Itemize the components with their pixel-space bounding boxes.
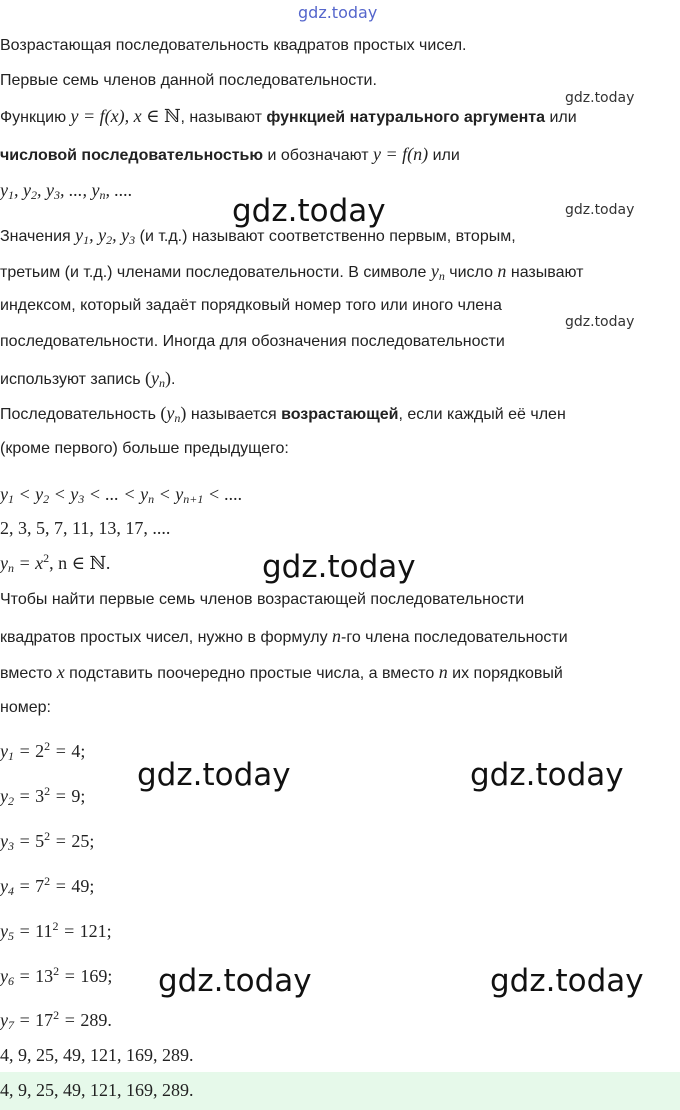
- term-formula: $y_1 = 2^2 = 4$;: [0, 739, 86, 763]
- watermark: gdz.today: [565, 90, 635, 106]
- sequence-notation: $y_1$, $y_2$, $y_3$, ..., $y_n$, ....: [0, 180, 133, 202]
- watermark-top: gdz.today: [298, 3, 378, 22]
- watermark: gdz.today: [470, 757, 624, 793]
- term-formula: $y_3 = 5^2 = 25$;: [0, 829, 95, 853]
- terms-line-4: последовательности. Иногда для обозначения последовательности: [0, 333, 505, 350]
- method-line-4: номер:: [0, 699, 51, 716]
- nth-term-formula: $y_n = x^2$, n ∈ ℕ.: [0, 551, 111, 575]
- term-formula: $y_6 = 13^2 = 169$;: [0, 964, 113, 988]
- watermark: gdz.today: [232, 193, 386, 229]
- term-formula: $y_7 = 17^2 = 289$.: [0, 1008, 112, 1032]
- term-formula: $y_4 = 7^2 = 49$;: [0, 874, 95, 898]
- watermark: gdz.today: [158, 963, 312, 999]
- terms-line-1: Значения $y_1$, $y_2$, $y_3$ (и т.д.) называют соответственно первым, вторым,: [0, 225, 516, 247]
- watermark: gdz.today: [565, 202, 635, 218]
- method-line-3: вместо x подставить поочередно простые числа, а вместо n их порядковый: [0, 662, 563, 682]
- watermark: gdz.today: [565, 314, 635, 330]
- watermark: gdz.today: [262, 549, 416, 585]
- watermark: gdz.today: [490, 963, 644, 999]
- problem-statement: Возрастающая последовательность квадратов простых чисел.: [0, 37, 467, 54]
- watermark: gdz.today: [137, 757, 291, 793]
- method-line-2: квадратов простых чисел, нужно в формулу n-го члена последовательности: [0, 626, 568, 646]
- definition-line-2: числовой последовательностью и обозначают y = f(n) или: [0, 144, 460, 164]
- method-line-1: Чтобы найти первые семь членов возрастающей последовательности: [0, 591, 525, 608]
- increasing-inequality: $y_1 < y_2 < y_3$ < ... < $y_n < y_{n+1}$ < ....: [0, 484, 243, 506]
- answer-sequence: 4, 9, 25, 49, 121, 169, 289.: [0, 1080, 194, 1100]
- primes-list: 2, 3, 5, 7, 11, 13, 17, ....: [0, 518, 171, 538]
- result-sequence: 4, 9, 25, 49, 121, 169, 289.: [0, 1045, 194, 1065]
- terms-line-5: используют запись $(y_n)$.: [0, 368, 176, 390]
- definition-line-1: Функцию y = f(x), x ∈ ℕ, называют функцией натурального аргумента или: [0, 106, 577, 126]
- term-formula: $y_2 = 3^2 = 9$;: [0, 784, 86, 808]
- terms-line-2: третьим (и т.д.) членами последовательности. В символе $y_n$ число n называют: [0, 261, 584, 283]
- increasing-definition-2: (кроме первого) больше предыдущего:: [0, 440, 289, 457]
- increasing-definition-1: Последовательность $(y_n)$ называется возрастающей, если каждый её член: [0, 403, 566, 425]
- terms-line-3: индексом, который задаёт порядковый номер того или иного члена: [0, 297, 502, 314]
- task-statement: Первые семь членов данной последовательности.: [0, 72, 377, 89]
- term-formula: $y_5 = 11^2 = 121$;: [0, 919, 112, 943]
